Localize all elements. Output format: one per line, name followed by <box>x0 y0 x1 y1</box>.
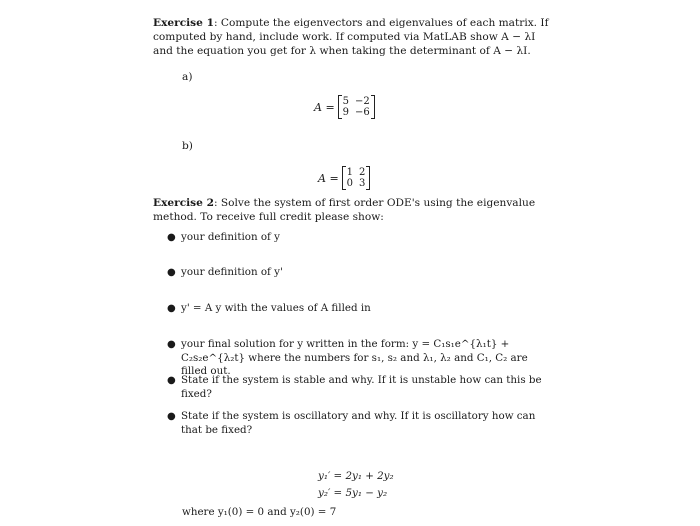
exercise1-heading: Exercise 1 <box>153 17 214 29</box>
exercise1-paragraph <box>153 16 553 58</box>
matrix-b-cell: 3 <box>359 178 366 189</box>
bullet-icon: ● <box>167 267 176 278</box>
matrix-b <box>318 166 370 190</box>
matrix-b-cell: 2 <box>359 167 366 178</box>
matrix-b-cell: 0 <box>346 178 354 189</box>
matrix-a-name: A = <box>314 100 335 114</box>
ode-system <box>318 468 394 502</box>
part-b-label: b) <box>182 140 193 152</box>
bullet-icon: ● <box>167 375 176 386</box>
bullet-icon: ● <box>167 232 176 243</box>
matrix-a-cell: −2 <box>355 96 370 107</box>
matrix-a-entries <box>338 95 375 119</box>
bullet-icon: ● <box>167 339 176 350</box>
bullet-icon: ● <box>167 303 176 314</box>
matrix-a-cell: 9 <box>342 107 350 118</box>
ode-equation-2: y₂′ = 5y₁ − y₂ <box>318 487 388 499</box>
initial-conditions: where y₁(0) = 0 and y₂(0) = 7 <box>182 506 337 518</box>
exercise2-paragraph <box>153 196 553 224</box>
exercise2-text: : Solve the system of first order ODE's using the eigenvalue method. To receive full credit please show: <box>153 197 536 223</box>
matrix-a-cell: −6 <box>355 107 370 118</box>
exercise1-text: : Compute the eigenvectors and eigenvalues of each matrix. If computed by hand, include work. If computed via MatLAB show A − λI and the equation you get for λ when taking the determinant of A − λI. <box>153 17 549 57</box>
bullet-icon: ● <box>167 411 176 422</box>
matrix-b-entries <box>342 166 371 190</box>
ode-equation-1: y₁′ = 2y₁ + 2y₂ <box>318 470 394 482</box>
document-page: Exercise 1: Compute the eigenvectors and eigenvalues of each matrix. If computed by hand, include work. If computed via MatLAB show A − λI and the equation you get for λ when taking the determinant of A − λI. a) A = 5 −2 9 −6 b) A = 1 2 0 3 Exercise 2: Solve the system of first order ODE's using the eigenvalue method. To receive full credit please show: ● your definition of y ● your definition of y' ● y' = A y with the values of A filled in ● your final solution for y written in the form: y = C₁s₁e^{λ₁t} + C₂s₂e^{λ₂t} where the numbers for s₁, s₂ and λ₁, λ₂ and C₁, C₂ are filled out. ● State if the system is stable and why. If it is unstable how can this be fixed? ● State if the system is oscillatory and why. If it is oscillatory how can that be fixed? y₁′ = 2y₁ + 2y₂ y₂′ = 5y₁ − y₂ where y₁(0) = 0 and y₂(0) = 7 <box>0 0 700 526</box>
matrix-a-cell: 5 <box>342 96 350 107</box>
matrix-b-name: A = <box>318 171 339 185</box>
part-a-label: a) <box>182 71 193 83</box>
matrix-a <box>314 95 375 119</box>
exercise2-heading: Exercise 2 <box>153 197 214 209</box>
matrix-b-cell: 1 <box>346 167 354 178</box>
